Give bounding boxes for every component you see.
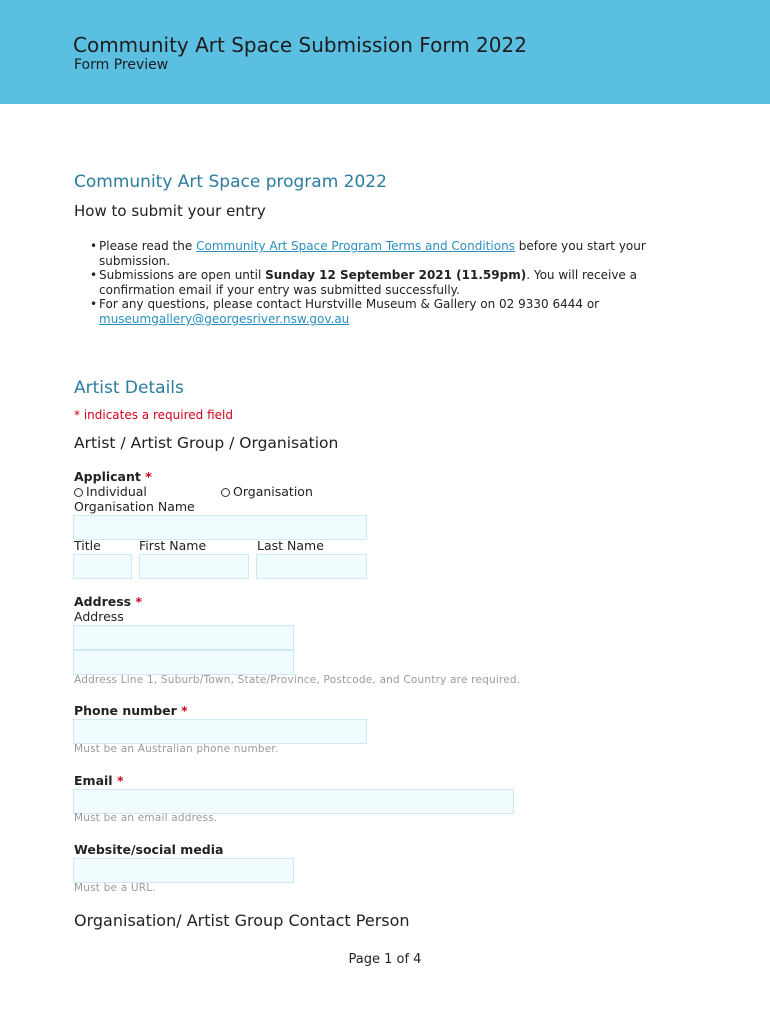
form-title: Community Art Space Submission Form 2022 — [73, 33, 527, 57]
email-input[interactable] — [73, 789, 514, 814]
website-help: Must be a URL. — [74, 882, 156, 894]
radio-circle-icon[interactable] — [221, 488, 230, 497]
list-item: • Please read the Community Art Space Program Terms and Conditions before you start your submission. — [90, 239, 690, 268]
last-name-label: Last Name — [257, 538, 324, 553]
title-input[interactable] — [73, 554, 132, 579]
instructions-list — [90, 239, 690, 327]
org-name-input[interactable] — [73, 515, 367, 540]
phone-input[interactable] — [73, 719, 367, 744]
phone-help: Must be an Australian phone number. — [74, 743, 279, 755]
radio-circle-icon[interactable] — [74, 488, 83, 497]
phone-label: Phone number * — [74, 703, 188, 718]
address-line2-input[interactable] — [73, 650, 294, 675]
radio-individual[interactable]: Individual — [74, 484, 147, 499]
form-subtitle: Form Preview — [74, 57, 169, 73]
program-heading: Community Art Space program 2022 — [74, 172, 387, 192]
applicant-label: Applicant * — [74, 469, 152, 484]
address-sublabel: Address — [74, 609, 124, 624]
artist-group-heading: Artist / Artist Group / Organisation — [74, 434, 339, 452]
email-label: Email * — [74, 773, 124, 788]
how-to-submit-heading: How to submit your entry — [74, 202, 266, 220]
email-help: Must be an email address. — [74, 812, 218, 824]
artist-details-heading: Artist Details — [74, 378, 184, 398]
radio-organisation[interactable]: Organisation — [221, 484, 313, 499]
address-line1-input[interactable] — [73, 625, 294, 650]
address-help: Address Line 1, Suburb/Town, State/Province, Postcode, and Country are required. — [74, 674, 521, 686]
list-item: • For any questions, please contact Hurstville Museum & Gallery on 02 9330 6444 or museumgallery@georgesriver.nsw.gov.au — [90, 297, 690, 326]
title-label: Title — [74, 538, 101, 553]
org-name-label: Organisation Name — [74, 499, 195, 514]
email-link[interactable]: museumgallery@georgesriver.nsw.gov.au — [99, 311, 350, 326]
required-note: * indicates a required field — [74, 408, 233, 422]
address-label: Address * — [74, 594, 142, 609]
header-banner — [0, 0, 770, 104]
contact-person-heading: Organisation/ Artist Group Contact Person — [74, 911, 410, 930]
first-name-input[interactable] — [139, 554, 249, 579]
website-label: Website/social media — [74, 842, 224, 857]
website-input[interactable] — [73, 858, 294, 883]
first-name-label: First Name — [139, 538, 207, 553]
last-name-input[interactable] — [256, 554, 367, 579]
deadline-text: Sunday 12 September 2021 (11.59pm) — [265, 268, 527, 283]
terms-link[interactable]: Community Art Space Program Terms and Conditions — [196, 239, 515, 253]
page-number: Page 1 of 4 — [348, 952, 422, 967]
list-item: • Submissions are open until Sunday 12 September 2021 (11.59pm). You will receive a confirmation email if your entry was submitted successfully. — [90, 268, 690, 297]
